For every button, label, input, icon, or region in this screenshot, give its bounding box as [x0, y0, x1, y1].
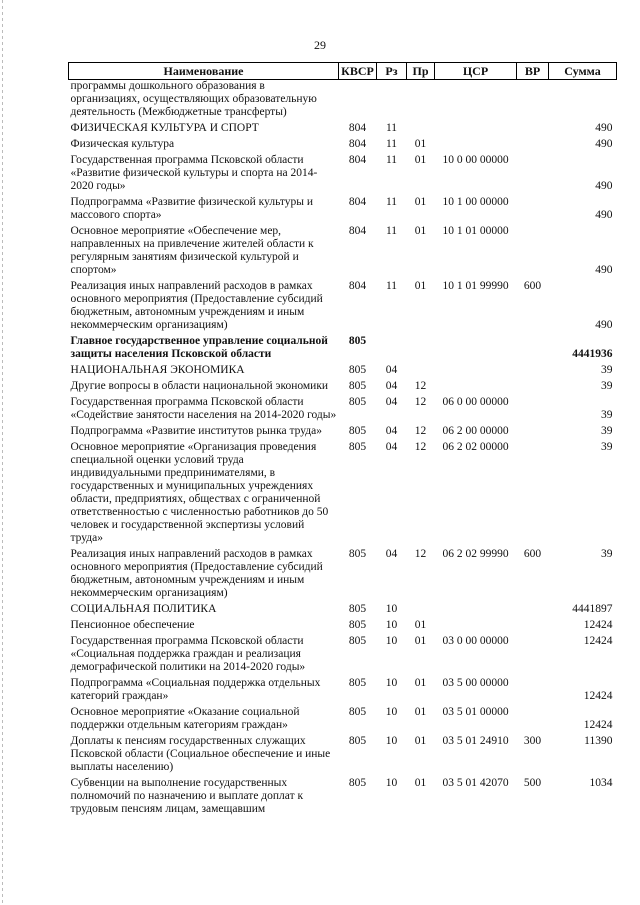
cell-sum: 490 [595, 122, 613, 134]
header-sum: Сумма [549, 63, 617, 80]
cell-sum: 39 [601, 425, 613, 437]
cell-vr [517, 361, 549, 377]
cell-csr: 03 5 01 42070 [442, 777, 509, 789]
cell-name: Другие вопросы в области национальной экономики [70, 380, 329, 392]
cell-name: Доплаты к пенсиям государственных служащих Псковской области (Социальное обеспечение и иные выплаты населению) [70, 735, 331, 773]
cell-kvsr: 805 [348, 396, 367, 408]
cell-vr: 600 [523, 280, 542, 292]
cell-pr [407, 80, 435, 120]
table-row [69, 703, 617, 732]
cell-vr [517, 119, 549, 135]
cell-kvsr: 804 [348, 122, 367, 134]
cell-rz: 11 [385, 138, 398, 150]
cell-pr: 01 [414, 735, 427, 747]
table-body [69, 80, 617, 817]
table-row [69, 632, 617, 674]
cell-kvsr: 805 [348, 635, 367, 647]
cell-sum: 4441897 [572, 603, 613, 615]
table-row [69, 438, 617, 545]
cell-csr: 10 1 01 99990 [442, 280, 509, 292]
cell-vr [517, 674, 549, 703]
table-row [69, 774, 617, 816]
cell-csr: 03 5 01 24910 [442, 735, 509, 747]
cell-rz: 10 [385, 735, 398, 747]
cell-rz: 11 [385, 196, 398, 208]
table-row [69, 393, 617, 422]
cell-vr [517, 80, 549, 120]
cell-kvsr: 804 [348, 138, 367, 150]
cell-pr [407, 361, 435, 377]
cell-pr: 12 [414, 548, 427, 560]
cell-name: Основное мероприятие «Организация проведения специальной оценки условий труда индивидуальными предпринимателями, в государственных и муниципальных учреждениях области, предприятиях, обществах с ограниченной ответственностью с численностью работников до 50 человек и государственной экспертизы условий труда» [70, 441, 329, 544]
cell-vr [517, 616, 549, 632]
header-pr: Пр [407, 63, 435, 80]
cell-sum: 1034 [589, 777, 613, 789]
cell-name: программы дошкольного образования в организациях, осуществляющих образовательную деятельность (Межбюджетные трансферты) [70, 80, 317, 118]
cell-rz: 04 [385, 396, 398, 408]
table-row [69, 277, 617, 332]
cell-csr [435, 600, 517, 616]
cell-csr [435, 135, 517, 151]
cell-sum: 12424 [583, 690, 613, 702]
cell-sum [549, 80, 617, 120]
cell-csr: 06 2 02 99990 [442, 548, 509, 560]
cell-name: СОЦИАЛЬНАЯ ПОЛИТИКА [70, 603, 217, 615]
cell-sum: 490 [595, 209, 613, 221]
cell-name: Реализация иных направлений расходов в рамках основного мероприятия (Предоставление субсидий бюджетным, автономным учреждениям и иным некоммерческим организациям) [70, 280, 323, 331]
cell-csr [435, 616, 517, 632]
cell-vr [517, 632, 549, 674]
cell-vr: 600 [523, 548, 542, 560]
cell-vr [517, 393, 549, 422]
cell-sum: 39 [601, 364, 613, 376]
cell-sum: 39 [601, 409, 613, 421]
cell-rz: 10 [385, 619, 398, 631]
cell-pr: 01 [414, 154, 427, 166]
cell-sum: 12424 [583, 619, 613, 631]
cell-csr: 06 2 02 00000 [442, 441, 509, 453]
cell-pr: 12 [414, 441, 427, 453]
cell-kvsr: 805 [348, 425, 367, 437]
cell-vr: 300 [523, 735, 542, 747]
cell-pr: 01 [414, 280, 427, 292]
cell-sum: 39 [601, 380, 613, 392]
table-row [69, 600, 617, 616]
cell-csr [435, 361, 517, 377]
cell-name: Основное мероприятие «Оказание социальной поддержки отдельным категориям граждан» [70, 706, 300, 731]
cell-csr [435, 80, 517, 120]
header-csr: ЦСР [435, 63, 517, 80]
cell-rz: 04 [385, 364, 398, 376]
cell-pr [407, 600, 435, 616]
page-number: 29 [314, 38, 326, 52]
cell-pr: 12 [414, 380, 427, 392]
cell-vr [517, 222, 549, 277]
cell-kvsr: 804 [348, 196, 367, 208]
cell-vr [517, 151, 549, 193]
cell-kvsr: 805 [348, 335, 367, 347]
cell-name: Реализация иных направлений расходов в рамках основного мероприятия (Предоставление субсидий бюджетным, автономным учреждениям и иным некоммерческим организациям) [70, 548, 323, 599]
cell-name: Основное мероприятие «Обеспечение мер, направленных на привлечение жителей области к регулярным занятиям физической культурой и спортом» [70, 225, 314, 276]
cell-csr: 06 0 00 00000 [442, 396, 509, 408]
cell-kvsr: 805 [348, 677, 367, 689]
cell-name: Государственная программа Псковской области «Развитие физической культуры и спорта на 2014-2020 годы» [70, 154, 318, 192]
cell-csr: 10 1 01 00000 [442, 225, 509, 237]
cell-csr [435, 332, 517, 361]
cell-kvsr: 805 [348, 777, 367, 789]
table-row [69, 674, 617, 703]
cell-rz: 04 [385, 548, 398, 560]
cell-kvsr: 804 [348, 154, 367, 166]
table-row [69, 193, 617, 222]
cell-rz [377, 332, 407, 361]
cell-vr [517, 438, 549, 545]
cell-name: Государственная программа Псковской области «Социальная поддержка граждан и реализация демографической политики на 2014-2020 годы» [70, 635, 306, 673]
header-vr: ВР [517, 63, 549, 80]
cell-rz: 10 [385, 777, 398, 789]
cell-kvsr: 805 [348, 735, 367, 747]
cell-csr [435, 119, 517, 135]
cell-kvsr: 805 [348, 706, 367, 718]
cell-sum: 490 [595, 180, 613, 192]
cell-kvsr: 805 [348, 380, 367, 392]
cell-pr [407, 332, 435, 361]
table-row [69, 135, 617, 151]
cell-pr: 12 [414, 425, 427, 437]
cell-pr: 01 [414, 706, 427, 718]
table-row [69, 80, 617, 120]
table-row [69, 422, 617, 438]
cell-sum: 4441936 [572, 348, 613, 360]
header-kvsr: КВСР [339, 63, 377, 80]
table-row [69, 361, 617, 377]
cell-kvsr: 805 [348, 603, 367, 615]
cell-name: Субвенции на выполнение государственных полномочий по назначению и выплате доплат к трудовым пенсиям лицам, замещавшим [70, 777, 304, 815]
page-edge-marks [2, 0, 3, 905]
table-row [69, 151, 617, 193]
cell-rz: 10 [385, 706, 398, 718]
cell-csr: 03 0 00 00000 [442, 635, 509, 647]
cell-rz: 11 [385, 122, 398, 134]
cell-kvsr: 805 [348, 441, 367, 453]
cell-kvsr [339, 80, 377, 120]
table-row [69, 222, 617, 277]
cell-pr: 01 [414, 777, 427, 789]
cell-name: Физическая культура [70, 138, 175, 150]
cell-pr: 01 [414, 635, 427, 647]
budget-table [68, 62, 617, 816]
table-header [69, 63, 617, 80]
cell-vr [517, 703, 549, 732]
cell-rz: 10 [385, 603, 398, 615]
cell-rz: 10 [385, 677, 398, 689]
cell-name: Подпрограмма «Развитие физической культуры и массового спорта» [70, 196, 313, 221]
cell-csr [435, 377, 517, 393]
cell-name: Подпрограмма «Социальная поддержка отдельных категорий граждан» [70, 677, 321, 702]
cell-sum: 490 [595, 264, 613, 276]
cell-pr: 01 [414, 138, 427, 150]
cell-csr: 03 5 01 00000 [442, 706, 509, 718]
cell-kvsr: 804 [348, 280, 367, 292]
table-row [69, 377, 617, 393]
cell-pr: 01 [414, 677, 427, 689]
cell-csr: 10 1 00 00000 [442, 196, 509, 208]
cell-rz: 11 [385, 280, 398, 292]
cell-name: Пенсионное обеспечение [70, 619, 195, 631]
cell-kvsr: 804 [348, 225, 367, 237]
table-row [69, 119, 617, 135]
cell-rz: 04 [385, 380, 398, 392]
cell-rz: 11 [385, 154, 398, 166]
table-row [69, 545, 617, 600]
cell-sum: 490 [595, 138, 613, 150]
cell-sum: 11390 [584, 735, 613, 747]
cell-name: Государственная программа Псковской области «Содействие занятости населения на 2014-2020 годы» [70, 396, 337, 421]
cell-sum: 39 [601, 441, 613, 453]
cell-vr [517, 332, 549, 361]
cell-csr: 03 5 00 00000 [442, 677, 509, 689]
cell-name: Главное государственное управление социальной защиты населения Псковской области [70, 335, 328, 360]
cell-sum: 490 [595, 319, 613, 331]
cell-pr: 12 [414, 396, 427, 408]
cell-rz: 11 [385, 225, 398, 237]
cell-kvsr: 805 [348, 619, 367, 631]
cell-vr [517, 377, 549, 393]
cell-kvsr: 805 [348, 548, 367, 560]
cell-sum: 12424 [583, 635, 613, 647]
cell-csr: 06 2 00 00000 [442, 425, 509, 437]
cell-pr: 01 [414, 619, 427, 631]
header-name: Наименование [69, 63, 339, 80]
cell-sum: 12424 [583, 719, 613, 731]
cell-vr [517, 135, 549, 151]
cell-vr [517, 422, 549, 438]
cell-pr: 01 [414, 196, 427, 208]
table-row [69, 732, 617, 774]
table-row [69, 616, 617, 632]
cell-kvsr: 805 [348, 364, 367, 376]
cell-pr: 01 [414, 225, 427, 237]
cell-rz: 10 [385, 635, 398, 647]
cell-rz [377, 80, 407, 120]
cell-name: НАЦИОНАЛЬНАЯ ЭКОНОМИКА [70, 364, 245, 376]
cell-csr: 10 0 00 00000 [442, 154, 509, 166]
header-rz: Рз [377, 63, 407, 80]
table-row [69, 332, 617, 361]
cell-vr [517, 600, 549, 616]
cell-vr: 500 [523, 777, 542, 789]
cell-vr [517, 193, 549, 222]
cell-rz: 04 [385, 425, 398, 437]
cell-rz: 04 [385, 441, 398, 453]
cell-sum: 39 [601, 548, 613, 560]
cell-name: ФИЗИЧЕСКАЯ КУЛЬТУРА И СПОРТ [70, 122, 259, 134]
cell-name: Подпрограмма «Развитие институтов рынка труда» [70, 425, 322, 437]
cell-pr [407, 119, 435, 135]
